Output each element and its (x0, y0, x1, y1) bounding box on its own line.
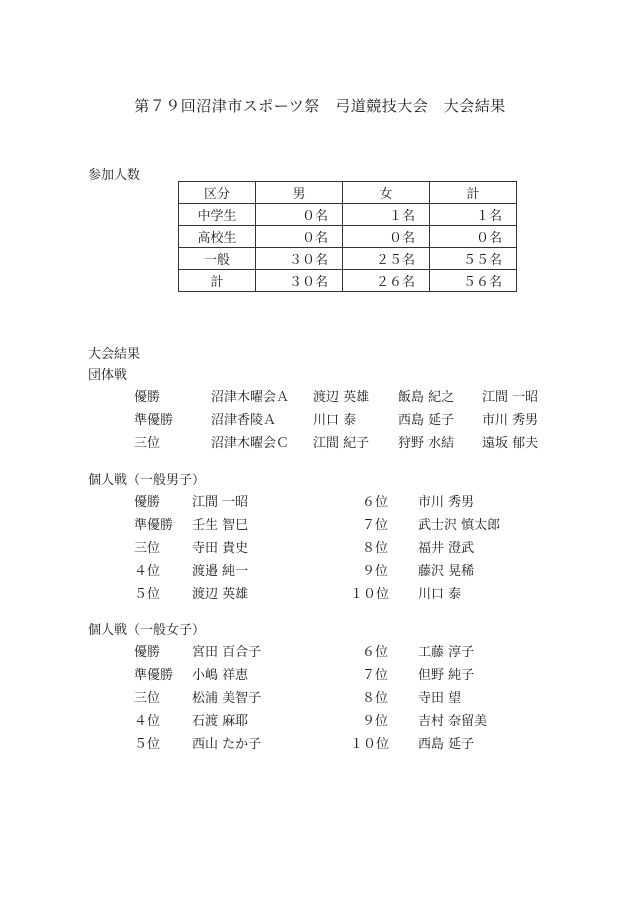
rank: 優勝 (134, 390, 161, 405)
page-title: 第７９回沼津市スポーツ祭 弓道競技大会 大会結果 (134, 97, 506, 115)
table-cell: ２６名 (343, 270, 430, 292)
member-name: 西島 延子 (398, 413, 455, 428)
participants-heading: 参加人数 (88, 168, 141, 183)
player-name: 福井 澄武 (418, 541, 475, 556)
member-name: 江間 紀子 (313, 436, 370, 451)
table-cell: ０名 (343, 226, 430, 248)
rank: ８位 (362, 541, 389, 556)
table-row (179, 270, 517, 292)
rank: 三位 (134, 691, 161, 706)
result-row (0, 560, 640, 580)
rank: 三位 (134, 541, 161, 556)
player-name: 松浦 美智子 (192, 691, 262, 706)
rank: １０位 (350, 737, 390, 752)
table-row (179, 204, 517, 226)
table-cell: ０名 (256, 204, 343, 226)
member-name: 市川 秀男 (482, 413, 539, 428)
result-row (0, 733, 640, 753)
team-result-row (0, 386, 640, 406)
rank: ５位 (134, 587, 161, 602)
rank: ４位 (134, 564, 161, 579)
result-row (0, 514, 640, 534)
player-name: 小嶋 祥恵 (192, 668, 249, 683)
women-individual-heading: 個人戦（一般女子） (88, 623, 206, 638)
player-name: 藤沢 晃稀 (418, 564, 475, 579)
table-cell: １名 (430, 204, 517, 226)
table-cell: ３０名 (256, 248, 343, 270)
result-row (0, 583, 640, 603)
player-name: 川口 泰 (418, 587, 462, 602)
result-row (0, 664, 640, 684)
team-name: 沼津香陵Ａ (211, 413, 277, 428)
team-event-heading: 団体戦 (88, 368, 128, 383)
table-cell: ５５名 (430, 248, 517, 270)
player-name: 江間 一昭 (192, 495, 249, 510)
rank: ６位 (362, 645, 389, 660)
table-row (179, 226, 517, 248)
table-cell: 一般 (179, 248, 256, 270)
rank: ７位 (362, 518, 389, 533)
table-cell: ０名 (256, 226, 343, 248)
member-name: 江間 一昭 (482, 390, 539, 405)
results-heading: 大会結果 (88, 347, 141, 362)
table-cell: ０名 (430, 226, 517, 248)
rank: 準優勝 (134, 518, 174, 533)
rank: ７位 (362, 668, 389, 683)
player-name: 寺田 望 (418, 691, 462, 706)
member-name: 飯島 紀之 (398, 390, 455, 405)
rank: 優勝 (134, 645, 161, 660)
player-name: 石渡 麻耶 (192, 714, 249, 729)
table-cell: ２５名 (343, 248, 430, 270)
participant-count-table (178, 181, 517, 292)
rank: ８位 (362, 691, 389, 706)
result-row (0, 491, 640, 511)
table-cell: ３０名 (256, 270, 343, 292)
team-result-row (0, 409, 640, 429)
rank: 準優勝 (134, 668, 174, 683)
player-name: 渡辺 英雄 (192, 587, 249, 602)
rank: 優勝 (134, 495, 161, 510)
table-header-row (179, 182, 517, 204)
team-name: 沼津木曜会Ｃ (211, 436, 290, 451)
result-row (0, 537, 640, 557)
result-row (0, 641, 640, 661)
table-cell: ５６名 (430, 270, 517, 292)
player-name: 市川 秀男 (418, 495, 475, 510)
header-male: 男 (256, 182, 343, 204)
rank: 三位 (134, 436, 161, 451)
table-cell: １名 (343, 204, 430, 226)
table-row (179, 248, 517, 270)
member-name: 渡辺 英雄 (313, 390, 370, 405)
team-result-row (0, 432, 640, 452)
rank: ６位 (362, 495, 389, 510)
men-individual-heading: 個人戦（一般男子） (88, 473, 206, 488)
result-row (0, 710, 640, 730)
table-cell: 中学生 (179, 204, 256, 226)
player-name: 吉村 奈留美 (418, 714, 488, 729)
player-name: 寺田 貴史 (192, 541, 249, 556)
player-name: 工藤 淳子 (418, 645, 475, 660)
rank: ４位 (134, 714, 161, 729)
rank: 準優勝 (134, 413, 174, 428)
header-category: 区分 (179, 182, 256, 204)
table-cell: 高校生 (179, 226, 256, 248)
player-name: 西島 延子 (418, 737, 475, 752)
team-name: 沼津木曜会Ａ (211, 390, 290, 405)
result-row (0, 687, 640, 707)
player-name: 渡邉 純一 (192, 564, 249, 579)
rank: １０位 (350, 587, 390, 602)
player-name: 壬生 智巳 (192, 518, 249, 533)
member-name: 川口 泰 (313, 413, 357, 428)
header-total: 計 (430, 182, 517, 204)
player-name: 但野 純子 (418, 668, 475, 683)
player-name: 西山 たか子 (192, 737, 262, 752)
player-name: 武士沢 慎太郎 (418, 518, 501, 533)
member-name: 狩野 水結 (398, 436, 455, 451)
member-name: 遠坂 郁夫 (482, 436, 539, 451)
player-name: 宮田 百合子 (192, 645, 262, 660)
rank: ５位 (134, 737, 161, 752)
rank: ９位 (362, 714, 389, 729)
table-cell: 計 (179, 270, 256, 292)
rank: ９位 (362, 564, 389, 579)
header-female: 女 (343, 182, 430, 204)
